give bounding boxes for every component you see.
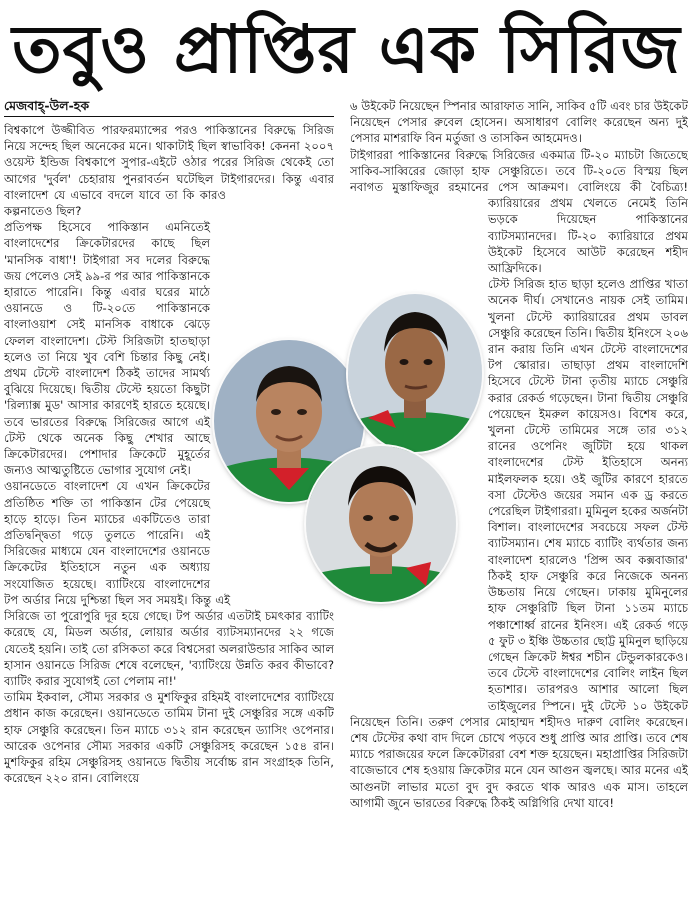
paragraph: টেস্ট সিরিজ হাত ছাড়া হলেও প্রাপ্তির খাতা অনেক দীর্ঘ। সেখানেও নায়ক সেই তামিম। খুলনা টেস্টে ক্যারিয়ারের প্রথম ডাবল সেঞ্চুরি করেছেন তিনি। দ্বিতীয় ইনিংসে ২০৬ রান করায় তিনি এখন টেস্টে বাংলাদেশের টপ স্কোরার। তাছাড়া প্রথম বাংলাদেশি হিসেবে টেস্টে টানা তৃতীয় ম্যাচে সেঞ্চুরি করার রেকর্ড গড়েছেন। টানা দ্বিতীয় সেঞ্চুরি পেয়েছেন ইমরুল কায়েসও। বিশেষ করে, খুলনা টেস্টে তামিমের সঙ্গে তার ৩১২ রানের ওপেনিং জুটিটা হয়ে থাকল বাংলাদেশের টেস্ট ইতিহাসে অনন্য মাইলফলক হয়ে। ওই জুটির কারণে হারতে বসা টেস্টেও জয়ের সমান এক ড্র করতে পেরেছিল টাইগাররা। মুমিনুল হকের অর্জনটা বিশাল। বাংলাদেশের সবচেয়ে সফল টেস্ট ব্যাটসম্যান। শেষ ম্যাচে ব্যাটিং ব্যর্থতার জন্য বাংলাদেশ হারলেও 'প্রিন্স অব কক্সবাজার' ঠিকই হাফ সেঞ্চুরি করে নিজেকে অনন্য উচ্চতায় নিয়ে গেছেন। ঢাকায় মুমিনুলের হাফ সেঞ্চুরিটি ছিল টানা ১১তম ম্যাচে পঞ্চাশোর্ধ্ব রানের ইনিংস। এই রেকর্ড গড়ে ৫ ফুট ৩ ইঞ্চি উচ্চতার ছোট্ট মুমিনুল ছাড়িয়ে গেছেন ক্রিকেট ঈশ্বর শচীন টেন্ডুলকারকেও। তবে টেস্টে বাংলাদেশের বোলিং লাইন ছিল হতাশার। তারপরও আশার আলো ছিল তাইজুলের স্পিনে। দুই টেস্টে ১০ উইকেট নিয়েছেন তিনি। তরুণ পেসার মোহাম্মদ শহীদও দারুণ বোলিং করেছেন। শেষ টেস্টের কথা বাদ দিলে চোখে পড়বে শুধু প্রাপ্তি আর প্রাপ্তি। তবে শেষ ম্যাচে পরাজয়ের ফলে ক্রিকেটাররা বেশ শক্ত হয়েছেন। মহাপ্রাপ্তির সিরিজটা বাজেভাবে শেষ হওয়ায় ক্রিকেটার মনে যেন আগুন জ্বলছে। আর মনের এই আগুনটা লাভার মতো বুদ বুদ করতে থাক আরও এক মাস। তাহলে আগামী জুনে ভারতের বিরুদ্ধে ঠিকই অগ্নিগিরি দেখা যাবে!: [350, 277, 688, 810]
player-photo-2: [348, 294, 482, 452]
paragraph: ৬ উইকেট নিয়েছেন স্পিনার আরাফাত সানি, সাকিব ৫টি এবং চার উইকেট নিয়েছেন পেসার রুবেল হোসেন। অসাধারণ বোলিং করেছেন অন্য দুই পেসার মাশরাফি বিন মর্তুজা ও তাসকিন আহমেদও।: [350, 99, 688, 146]
paragraph: তামিম ইকবাল, সৌম্য সরকার ও মুশফিকুর রহিমই বাংলাদেশের ব্যাটিংয়ে প্রধান কাজ করেছেন। ওয়ানডেতে তামিম টানা দুই সেঞ্চুরির সঙ্গে একটি হাফ সেঞ্চুরি করেছেন। তিন ম্যাচে ৩১২ রান করেছেন ড্যাসিং ওপেনার। আরেক ওপেনার সৌম্য সরকার একটি সেঞ্চুরিসহ করেছেন ১৫৪ রান। মুশফিকুর রহিম সেঞ্চুরিসহ ওয়ানডে দ্বিতীয় সর্বোচ্চ রান সংগ্রাহক তিনি, করেছেন ২২০ রান। বোলিংয়ে: [4, 690, 334, 786]
player-portrait-icon: [306, 446, 456, 602]
paragraph: ওয়ানডেতে বাংলাদেশ যে এখন ক্রিকেটের প্রতিষ্ঠিত শক্তি তা পাকিস্তান টের পেয়েছে হাড়ে হাড়ে। তিন ম্যাচের একটিতেও তারা প্রতিদ্বন্দ্বিতা গড়ে তুলতে পারেনি। এই সিরিজের মাধ্যমে যেন বাংলাদেশের ওয়ানডে ক্রিকেটের ইতিহাসে নতুন এক অধ্যায় সংযোজিত হয়েছে। ব্যাটিংয়ে বাংলাদেশের টপ অর্ডার নিয়ে দুশ্চিন্তা ছিল সব সময়ই। কিন্তু এই সিরিজে তা পুরোপুরি দূর হয়ে গেছে। টপ অর্ডার এতটাই চমৎকার ব্যাটিং করেছে যে, মিডল অর্ডার, লোয়ার অর্ডার ব্যাটসম্যানদের ২২ গজে যেতেই হয়নি। তাই তো রসিকতা করে বিশ্বসেরা অলরাউন্ডার সাকিব আল হাসান ওয়ানডে সিরিজ শেষে বলেছেন, 'ব্যাটিংয়ে উন্নতি করব কীভাবে? ব্যাটিং করার সুযোগই তো পেলাম না!': [4, 479, 334, 688]
player-photo-3: [306, 446, 456, 602]
byline: মেজবাহ্-উল-হক: [4, 98, 90, 113]
paragraph: টাইগাররা পাকিস্তানের বিরুদ্ধে সিরিজের একমাত্র টি-২০ ম্যাচটা জিতেছে সাকিব-সাব্বিরের জোড়া হাফ সেঞ্চুরিতে। তবে টি-২০তে বিস্ময় ছিল নবাগত মুস্তাফিজুর রহমানের পেস আক্রমণ। বোলিংয়ে কী বৈচিত্র্য! ক্যারিয়ারের প্রথম খেলতে নেমেই তিনি ভড়কে দিয়েছেন পাকিস্তানের ব্যাটসম্যানদের। টি-২০ ক্যারিয়ারে প্রথম উইকেট হিসেবে আউট করেছেন শহীদ আফ্রিদিকে।: [350, 147, 688, 276]
player-portrait-icon: [348, 294, 482, 452]
paragraph: বিশ্বকাপে উজ্জীবিত পারফরম্যান্সের পরও পাকিস্তানের বিরুদ্ধে সিরিজ নিয়ে সন্দেহ ছিল অনেকের মনে। থাকাটাই ছিল স্বাভাবিক! কেননা ২০০৭ ওয়েস্ট ইন্ডিজ বিশ্বকাপে সুপার-এইটে ওঠার পরের সিরিজ থেকেই তো আগের 'দুর্বল' চেহারায় পুনরাবর্তন ঘটেছিল টাইগারদের। কিন্তু এবার বাংলাদেশ যে এভাবে বদলে যাবে তা কি কারও কল্পনাতেও ছিল?: [4, 123, 334, 219]
article-column-left: [4, 122, 334, 894]
paragraph: প্রতিপক্ষ হিসেবে পাকিস্তান এমনিতেই বাংলাদেশের ক্রিকেটারদের কাছে ছিল 'মানসিক বাধা'! টাইগারা সব দলের বিরুদ্ধে জয় পেলেও সেই ৯৯-র পর আর পাকিস্তানকে হারাতে পারেনি। কিন্তু এবার ঘরের মাঠে ওয়ানডে ও টি-২০তে পাকিস্তানকে বাংলাওয়াশ সেই মানসিক বাধাকে ঝেড়ে ফেলল বাংলাদেশ। টেস্ট সিরিজটা হাতছাড়া হলেও তা নিয়ে খুব বেশি চিন্তার কিছু নেই। প্রথম টেস্টে বাংলাদেশ ঠিকই তাদের সামর্থ্য বুঝিয়ে দিয়েছে। দ্বিতীয় টেস্টে হয়তো কিছুটা 'রিল্যাক্স মুড' আসার কারণেই হারতে হয়েছে। তবে ভারতের বিরুদ্ধে সিরিজের আগে এই টেস্ট থেকে অনেক কিছু শেখার আছে ক্রিকেটারদের। পেশাদার ক্রিকেটে মুহূর্তের জন্যও আত্মতুষ্টিতে ভোগার সুযোগ নেই।: [4, 220, 210, 478]
headline: তবুও প্রাপ্তির এক সিরিজ: [12, 11, 681, 88]
byline-rule: [4, 116, 334, 117]
